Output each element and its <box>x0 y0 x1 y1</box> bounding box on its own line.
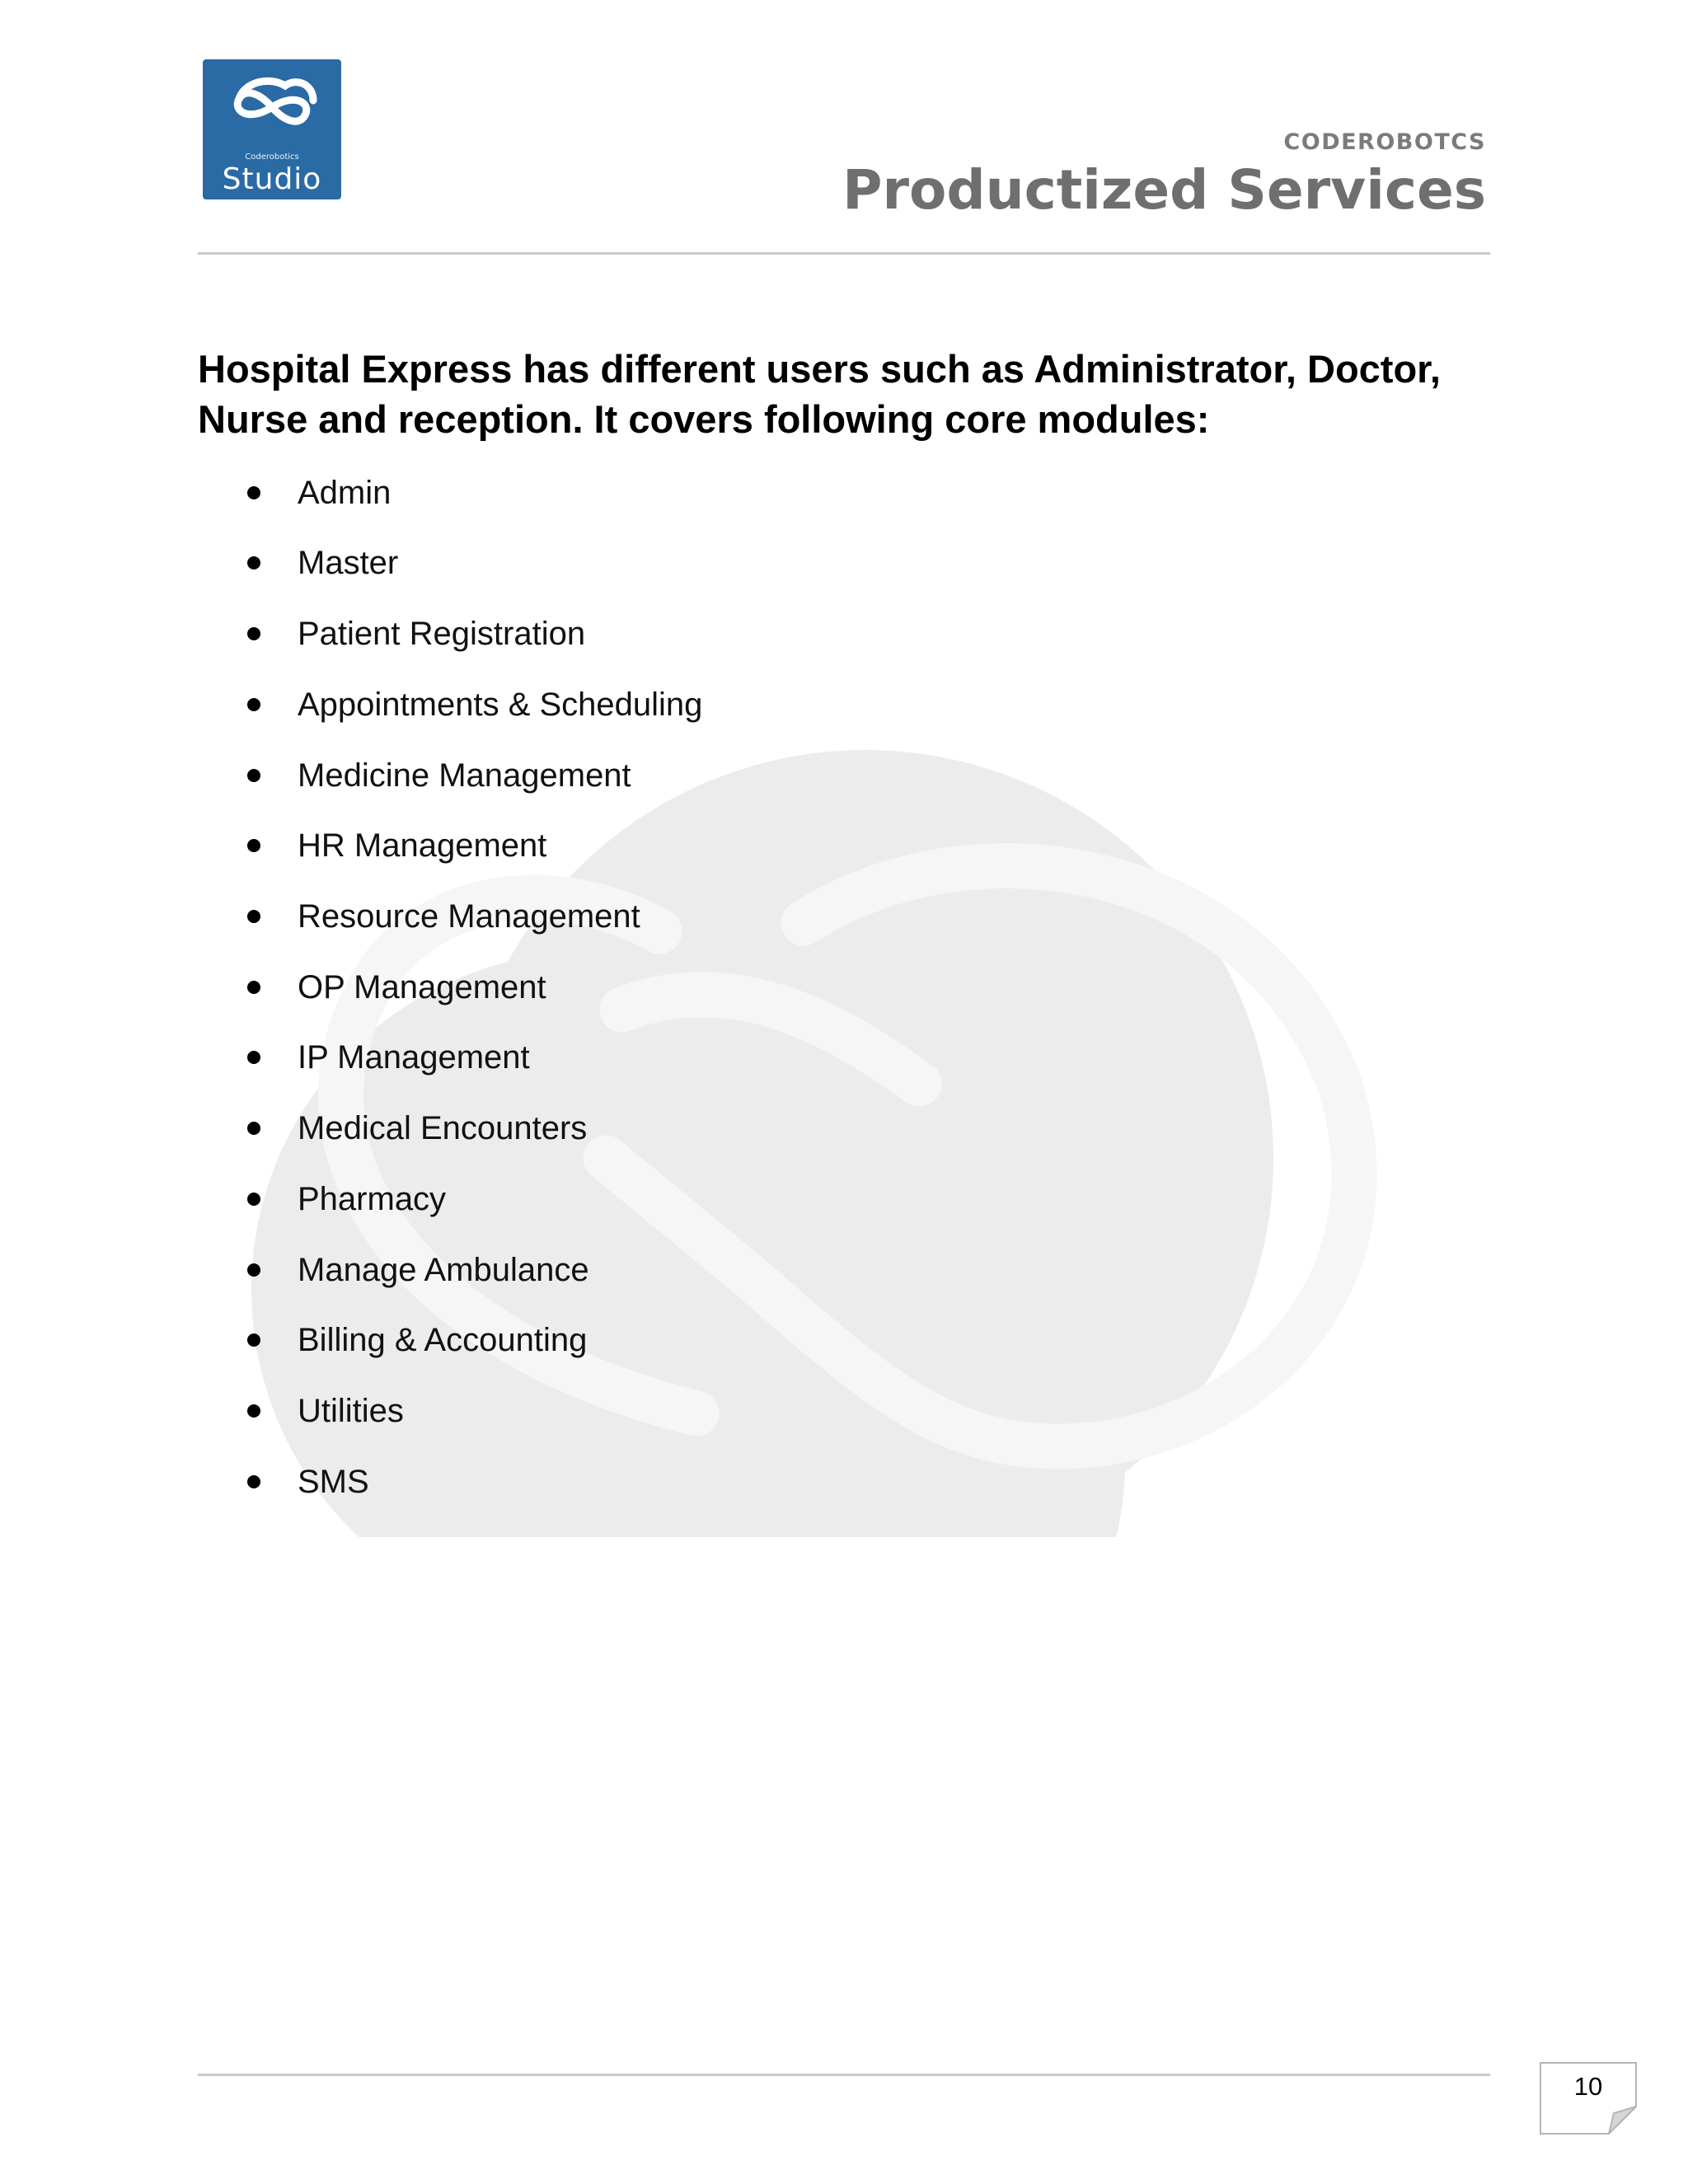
module-label: Admin <box>298 475 392 511</box>
page-title: Productized Services <box>842 158 1486 222</box>
page-number-tab <box>1540 2062 1637 2135</box>
module-label: Billing & Accounting <box>298 1322 588 1358</box>
bullet-icon <box>247 1404 260 1418</box>
list-item <box>247 1245 1071 1295</box>
bullet-icon <box>247 1122 260 1135</box>
module-label: Pharmacy <box>298 1181 447 1217</box>
bullet-icon <box>247 1263 260 1277</box>
module-label: IP Management <box>298 1039 530 1076</box>
header-divider <box>198 252 1490 255</box>
bullet-icon <box>247 1193 260 1206</box>
module-label: Appointments & Scheduling <box>298 687 703 723</box>
list-item <box>247 1315 1071 1365</box>
list-item <box>247 468 1071 518</box>
module-label: OP Management <box>298 969 546 1005</box>
list-item <box>247 1104 1071 1153</box>
footer-divider <box>198 2074 1490 2076</box>
bullet-icon <box>247 556 260 569</box>
list-item <box>247 751 1071 800</box>
module-label: Patient Registration <box>298 616 586 652</box>
bullet-icon <box>247 627 260 640</box>
list-item <box>247 1174 1071 1224</box>
list-item <box>247 609 1071 658</box>
bullet-icon <box>247 910 260 923</box>
list-item <box>247 1033 1071 1082</box>
company-name: CODEROBOTCS <box>1283 129 1486 155</box>
list-item <box>247 963 1071 1012</box>
module-label: Master <box>298 545 399 581</box>
list-item <box>247 892 1071 941</box>
logo-studio-text: Studio <box>222 162 322 196</box>
module-label: Manage Ambulance <box>298 1252 589 1288</box>
bullet-icon <box>247 981 260 994</box>
bullet-icon <box>247 1333 260 1347</box>
logo-small-text: Coderobotics <box>245 152 299 162</box>
module-label: Medical Encounters <box>298 1110 588 1146</box>
list-item <box>247 821 1071 870</box>
list-item <box>247 1457 1071 1507</box>
module-label: Medicine Management <box>298 757 631 794</box>
module-label: Utilities <box>298 1393 404 1429</box>
cloud-loop-logo-icon <box>203 59 341 150</box>
bullet-icon <box>247 839 260 852</box>
list-item <box>247 680 1071 729</box>
intro-paragraph: Hospital Express has different users such as Administrator, Doctor, Nurse and reception. It covers following core modules: <box>198 347 1441 441</box>
list-item <box>247 538 1071 588</box>
company-logo <box>203 59 341 199</box>
module-label: SMS <box>298 1464 369 1500</box>
bullet-icon <box>247 769 260 782</box>
page-number: 10 <box>1573 2072 1603 2101</box>
list-item <box>247 1386 1071 1436</box>
bullet-icon <box>247 1475 260 1488</box>
bullet-icon <box>247 486 260 499</box>
bullet-icon <box>247 1051 260 1064</box>
module-label: Resource Management <box>298 898 640 935</box>
bullet-icon <box>247 698 260 711</box>
module-label: HR Management <box>298 827 547 864</box>
